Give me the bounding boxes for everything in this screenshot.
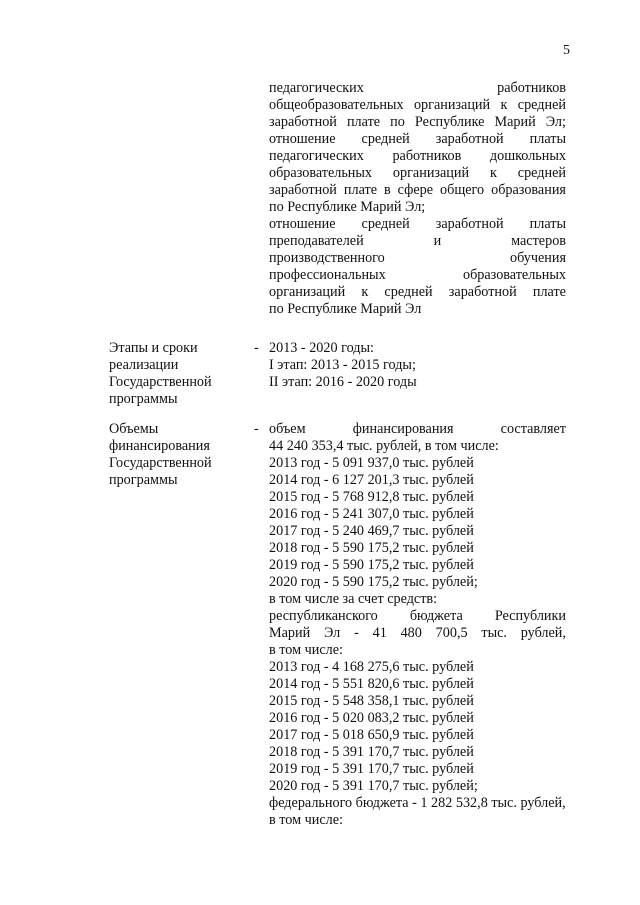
text-line: 2018 год - 5 590 175,2 тыс. рублей [269,540,474,556]
text-line [269,148,566,165]
word: обучения [509,250,566,266]
word: педагогических [269,80,364,96]
word: отношение [269,216,336,232]
word: рублей, [520,625,566,641]
word: преподавателей [269,233,364,249]
word: к [361,284,369,300]
word: педагогических [269,148,364,164]
text-line: 2013 год - 4 168 275,6 тыс. рублей [269,659,474,675]
word: работников [497,80,566,96]
label-line: Этапы и сроки [109,340,198,356]
text-line: федерального бюджета - 1 282 532,8 тыс. рублей, [269,795,566,811]
word: организаций [269,284,346,300]
text-line: в том числе: [269,812,343,828]
word: средней [517,165,566,181]
word: профессиональных [269,267,386,283]
text-line [269,233,566,250]
text-line: 2020 год - 5 590 175,2 тыс. рублей; [269,574,478,590]
word: производственного [269,250,385,266]
word: сфере [397,182,434,198]
text-line: 44 240 353,4 тыс. рублей, в том числе: [269,438,499,454]
word: к [500,97,508,113]
label-line: программы [109,391,178,407]
text-line: 2019 год - 5 391 170,7 тыс. рублей [269,761,474,777]
stages-dash: - [254,340,259,356]
word: по [390,114,405,130]
word: организаций [392,165,470,181]
word: 480 [400,625,422,641]
word: Эл; [545,114,566,130]
label-line: Государственной [109,455,212,471]
text-line [269,114,566,131]
word: платы [529,131,566,147]
text-line [269,267,566,284]
word: составляет [500,421,566,437]
stages-text [269,340,566,391]
word: Эл [324,625,341,641]
text-line [269,131,566,148]
text-line: в том числе: [269,642,343,658]
text-line: 2014 год - 5 551 820,6 тыс. рублей [269,676,474,692]
text-line [269,421,566,438]
funding-text [269,421,566,829]
word: организаций [413,97,491,113]
word: 41 [372,625,387,641]
label-line: Объемы [109,421,159,437]
text-line [269,250,566,267]
word: тыс. [481,625,507,641]
word: плате [346,114,381,130]
text-line: по Республике Марий Эл [269,301,422,317]
word: образования [491,182,566,198]
word: Республике [414,114,485,130]
label-line: Государственной [109,374,212,390]
label-line: финансирования [109,438,210,454]
text-line: 2019 год - 5 590 175,2 тыс. рублей [269,557,474,573]
text-line: 2020 год - 5 391 170,7 тыс. рублей; [269,778,478,794]
word: 700,5 [435,625,468,641]
word: заработной [269,182,337,198]
word: плате [343,182,377,198]
text-line [269,80,566,97]
text-line [269,165,566,182]
text-line [269,608,566,625]
word: работников [392,148,462,164]
text-line: I этап: 2013 - 2015 годы; [269,357,416,373]
word: отношение [269,131,336,147]
word: к [489,165,497,181]
text-line: 2015 год - 5 548 358,1 тыс. рублей [269,693,474,709]
word: плате [532,284,566,300]
text-line: 2018 год - 5 391 170,7 тыс. рублей [269,744,474,760]
text-line: II этап: 2016 - 2020 годы [269,374,417,390]
stages-label [109,340,249,408]
word: средней [384,284,433,300]
word: и [433,233,442,249]
word: бюджета [409,608,463,624]
text-line: в том числе за счет средств: [269,591,438,607]
word: финансирования [352,421,454,437]
word: средней [517,97,566,113]
text-line: 2017 год - 5 240 469,7 тыс. рублей [269,523,474,539]
word: образовательных [462,267,566,283]
word: Марий [494,114,536,130]
funding-label [109,421,249,489]
word: - [354,625,359,641]
text-line: 2013 - 2020 годы: [269,340,374,356]
text-line: 2013 год - 5 091 937,0 тыс. рублей [269,455,474,471]
word: республиканского [269,608,378,624]
text-line: 2014 год - 6 127 201,3 тыс. рублей [269,472,474,488]
word: средней [361,131,410,147]
word: заработной [448,284,517,300]
text-line: 2016 год - 5 241 307,0 тыс. рублей [269,506,474,522]
word: образовательных [269,165,373,181]
funding-dash: - [254,421,259,437]
word: общего [440,182,485,198]
word: заработной [435,131,504,147]
word: заработной [269,114,337,130]
text-line: 2016 год - 5 020 083,2 тыс. рублей [269,710,474,726]
page-number: 5 [563,43,570,58]
word: общеобразовательных [269,97,404,113]
label-line: реализации [109,357,179,373]
word: дошкольных [489,148,566,164]
word: Республики [494,608,566,624]
word: средней [361,216,410,232]
text-line [269,97,566,114]
word: в [383,182,391,198]
word: Марий [269,625,311,641]
word: заработной [435,216,504,232]
label-line: программы [109,472,178,488]
text-line: 2015 год - 5 768 912,8 тыс. рублей [269,489,474,505]
word: мастеров [511,233,566,249]
text-line: 2017 год - 5 018 650,9 тыс. рублей [269,727,474,743]
word: платы [529,216,566,232]
text-block-salary-ratios [269,80,566,318]
text-line [269,284,566,301]
text-line [269,216,566,233]
text-line [269,182,566,199]
word: объем [269,421,306,437]
text-line [269,625,566,642]
text-line: по Республике Марий Эл; [269,199,426,215]
